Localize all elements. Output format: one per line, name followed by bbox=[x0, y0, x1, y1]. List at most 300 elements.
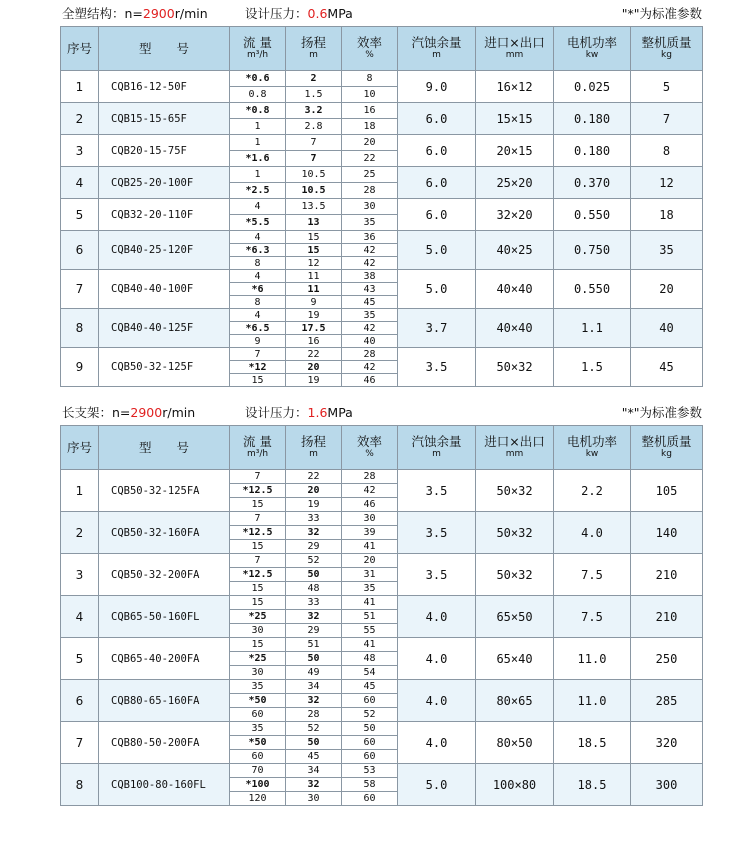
efficiency-value: 35 bbox=[342, 582, 398, 596]
efficiency-value: 16 bbox=[342, 103, 398, 119]
npsh-value: 9.0 bbox=[398, 71, 476, 103]
header-power-unit: kw bbox=[585, 50, 599, 60]
head-value: 19 bbox=[286, 309, 342, 322]
row-number: 4 bbox=[61, 167, 99, 199]
pressure-value: 1.6 bbox=[307, 405, 328, 420]
head-value: 32 bbox=[286, 610, 342, 624]
header-port bbox=[476, 426, 554, 470]
efficiency-value: 46 bbox=[342, 374, 398, 387]
model-name: CQB40-40-125F bbox=[99, 309, 230, 348]
row-number: 1 bbox=[61, 470, 99, 512]
row-number: 7 bbox=[61, 722, 99, 764]
head-value: 45 bbox=[286, 750, 342, 764]
efficiency-value: 36 bbox=[342, 231, 398, 244]
head-value: 19 bbox=[286, 498, 342, 512]
efficiency-value: 38 bbox=[342, 270, 398, 283]
npsh-value: 3.5 bbox=[398, 470, 476, 512]
table-row bbox=[61, 309, 703, 322]
table-row bbox=[61, 135, 703, 151]
port-size: 16×12 bbox=[476, 71, 554, 103]
motor-power: 11.0 bbox=[554, 638, 631, 680]
row-number: 2 bbox=[61, 103, 99, 135]
flow-value: 15 bbox=[230, 498, 286, 512]
header-head-label: 扬程 bbox=[300, 434, 326, 449]
flow-value: 15 bbox=[230, 582, 286, 596]
row-number: 3 bbox=[61, 554, 99, 596]
spec-table bbox=[60, 26, 703, 387]
port-size: 80×50 bbox=[476, 722, 554, 764]
head-value: 11 bbox=[286, 270, 342, 283]
header-head-unit: m bbox=[309, 449, 318, 459]
efficiency-value: 20 bbox=[342, 135, 398, 151]
unit-weight: 210 bbox=[631, 596, 703, 638]
head-value: 10.5 bbox=[286, 167, 342, 183]
head-value: 29 bbox=[286, 624, 342, 638]
efficiency-value: 41 bbox=[342, 638, 398, 652]
npsh-value: 3.5 bbox=[398, 348, 476, 387]
row-number: 1 bbox=[61, 71, 99, 103]
speed-value: 2900 bbox=[142, 6, 175, 21]
efficiency-value: 46 bbox=[342, 498, 398, 512]
unit-weight: 20 bbox=[631, 270, 703, 309]
table-row bbox=[61, 71, 703, 87]
npsh-value: 6.0 bbox=[398, 167, 476, 199]
flow-value: 35 bbox=[230, 680, 286, 694]
header-flow bbox=[230, 27, 286, 71]
header-power-unit: kw bbox=[585, 449, 599, 459]
head-value: 33 bbox=[286, 512, 342, 526]
unit-weight: 7 bbox=[631, 103, 703, 135]
port-size: 50×32 bbox=[476, 348, 554, 387]
port-size: 65×40 bbox=[476, 638, 554, 680]
flow-value: *6.5 bbox=[230, 322, 286, 335]
flow-value: *5.5 bbox=[230, 215, 286, 231]
header-power bbox=[554, 426, 631, 470]
efficiency-value: 43 bbox=[342, 283, 398, 296]
motor-power: 2.2 bbox=[554, 470, 631, 512]
npsh-value: 5.0 bbox=[398, 764, 476, 806]
model-name: CQB80-50-200FA bbox=[99, 722, 230, 764]
flow-value: *12.5 bbox=[230, 568, 286, 582]
efficiency-value: 22 bbox=[342, 151, 398, 167]
header-weight-label: 整机质量 bbox=[641, 434, 692, 449]
header-model bbox=[99, 27, 230, 71]
head-value: 13.5 bbox=[286, 199, 342, 215]
head-value: 33 bbox=[286, 596, 342, 610]
table-row bbox=[61, 199, 703, 215]
efficiency-value: 45 bbox=[342, 296, 398, 309]
motor-power: 0.180 bbox=[554, 135, 631, 167]
row-number: 4 bbox=[61, 596, 99, 638]
port-size: 100×80 bbox=[476, 764, 554, 806]
npsh-value: 3.7 bbox=[398, 309, 476, 348]
header-no-label: 序号 bbox=[66, 439, 92, 455]
model-name: CQB50-32-125FA bbox=[99, 470, 230, 512]
model-name: CQB15-15-65F bbox=[99, 103, 230, 135]
header-head-label: 扬程 bbox=[300, 35, 326, 50]
efficiency-value: 25 bbox=[342, 167, 398, 183]
flow-value: 70 bbox=[230, 764, 286, 778]
unit-weight: 8 bbox=[631, 135, 703, 167]
flow-value: 1 bbox=[230, 167, 286, 183]
pressure-unit: MPa bbox=[327, 6, 353, 21]
header-head-unit: m bbox=[309, 50, 318, 60]
head-value: 20 bbox=[286, 361, 342, 374]
header-port-label: 进口×出口 bbox=[484, 35, 545, 50]
section-full-plastic bbox=[0, 2, 750, 387]
efficiency-value: 58 bbox=[342, 778, 398, 792]
model-name: CQB32-20-110F bbox=[99, 199, 230, 231]
header-power bbox=[554, 27, 631, 71]
table-row bbox=[61, 596, 703, 610]
port-size: 40×25 bbox=[476, 231, 554, 270]
model-name: CQB50-32-160FA bbox=[99, 512, 230, 554]
flow-value: *6 bbox=[230, 283, 286, 296]
unit-weight: 250 bbox=[631, 638, 703, 680]
head-value: 30 bbox=[286, 792, 342, 806]
header-port-unit: mm bbox=[505, 50, 524, 60]
header-efficiency bbox=[342, 27, 398, 71]
efficiency-value: 20 bbox=[342, 554, 398, 568]
head-value: 16 bbox=[286, 335, 342, 348]
unit-weight: 105 bbox=[631, 470, 703, 512]
flow-value: 15 bbox=[230, 374, 286, 387]
unit-weight: 12 bbox=[631, 167, 703, 199]
standard-note: "*"为标准参数 bbox=[621, 405, 702, 420]
unit-weight: 300 bbox=[631, 764, 703, 806]
motor-power: 0.180 bbox=[554, 103, 631, 135]
table-row bbox=[61, 764, 703, 778]
head-value: 51 bbox=[286, 638, 342, 652]
table-row bbox=[61, 470, 703, 484]
head-value: 50 bbox=[286, 652, 342, 666]
head-value: 11 bbox=[286, 283, 342, 296]
header-npsh-label: 汽蚀余量 bbox=[411, 35, 462, 50]
header-flow bbox=[230, 426, 286, 470]
flow-value: 0.8 bbox=[230, 87, 286, 103]
unit-weight: 320 bbox=[631, 722, 703, 764]
flow-value: *0.8 bbox=[230, 103, 286, 119]
npsh-value: 6.0 bbox=[398, 199, 476, 231]
row-number: 5 bbox=[61, 638, 99, 680]
model-name: CQB25-20-100F bbox=[99, 167, 230, 199]
head-value: 10.5 bbox=[286, 183, 342, 199]
efficiency-value: 60 bbox=[342, 736, 398, 750]
flow-value: *25 bbox=[230, 610, 286, 624]
efficiency-value: 10 bbox=[342, 87, 398, 103]
pressure-value: 0.6 bbox=[307, 6, 328, 21]
flow-value: 35 bbox=[230, 722, 286, 736]
motor-power: 0.025 bbox=[554, 71, 631, 103]
structure-label: 全塑结构：n= bbox=[62, 6, 143, 21]
head-value: 50 bbox=[286, 568, 342, 582]
head-value: 52 bbox=[286, 722, 342, 736]
flow-value: 15 bbox=[230, 540, 286, 554]
flow-value: 8 bbox=[230, 257, 286, 270]
flow-value: 60 bbox=[230, 708, 286, 722]
model-name: CQB80-65-160FA bbox=[99, 680, 230, 722]
motor-power: 7.5 bbox=[554, 554, 631, 596]
head-value: 7 bbox=[286, 135, 342, 151]
flow-value: 120 bbox=[230, 792, 286, 806]
efficiency-value: 28 bbox=[342, 348, 398, 361]
row-number: 3 bbox=[61, 135, 99, 167]
unit-weight: 5 bbox=[631, 71, 703, 103]
header-model bbox=[99, 426, 230, 470]
efficiency-value: 48 bbox=[342, 652, 398, 666]
table-row bbox=[61, 554, 703, 568]
header-row bbox=[61, 426, 703, 470]
header-flow-unit: m³/h bbox=[246, 50, 269, 60]
header-flow-label: 流 量 bbox=[243, 434, 272, 449]
table-row bbox=[61, 722, 703, 736]
header-head bbox=[286, 426, 342, 470]
motor-power: 1.1 bbox=[554, 309, 631, 348]
speed-value: 2900 bbox=[130, 405, 163, 420]
efficiency-value: 28 bbox=[342, 470, 398, 484]
unit-weight: 35 bbox=[631, 231, 703, 270]
efficiency-value: 55 bbox=[342, 624, 398, 638]
flow-value: 7 bbox=[230, 554, 286, 568]
table-row bbox=[61, 638, 703, 652]
header-npsh-unit: m bbox=[432, 50, 441, 60]
model-name: CQB40-40-100F bbox=[99, 270, 230, 309]
model-name: CQB100-80-160FL bbox=[99, 764, 230, 806]
flow-value: 7 bbox=[230, 348, 286, 361]
port-size: 50×32 bbox=[476, 512, 554, 554]
flow-value: *100 bbox=[230, 778, 286, 792]
flow-value: 60 bbox=[230, 750, 286, 764]
flow-value: 1 bbox=[230, 119, 286, 135]
efficiency-value: 60 bbox=[342, 694, 398, 708]
npsh-value: 4.0 bbox=[398, 638, 476, 680]
flow-value: *12.5 bbox=[230, 484, 286, 498]
table-row bbox=[61, 167, 703, 183]
row-number: 9 bbox=[61, 348, 99, 387]
pressure-unit: MPa bbox=[327, 405, 353, 420]
efficiency-value: 30 bbox=[342, 512, 398, 526]
efficiency-value: 40 bbox=[342, 335, 398, 348]
head-value: 7 bbox=[286, 151, 342, 167]
standard-note: "*"为标准参数 bbox=[621, 6, 702, 21]
header-power-label: 电机功率 bbox=[566, 434, 617, 449]
port-size: 65×50 bbox=[476, 596, 554, 638]
header-efficiency bbox=[342, 426, 398, 470]
row-number: 8 bbox=[61, 764, 99, 806]
head-value: 32 bbox=[286, 526, 342, 540]
model-name: CQB50-32-125F bbox=[99, 348, 230, 387]
head-value: 32 bbox=[286, 694, 342, 708]
efficiency-value: 54 bbox=[342, 666, 398, 680]
npsh-value: 5.0 bbox=[398, 231, 476, 270]
unit-weight: 140 bbox=[631, 512, 703, 554]
head-value: 22 bbox=[286, 348, 342, 361]
header-port bbox=[476, 27, 554, 71]
table-row bbox=[61, 512, 703, 526]
unit-weight: 210 bbox=[631, 554, 703, 596]
row-number: 5 bbox=[61, 199, 99, 231]
head-value: 3.2 bbox=[286, 103, 342, 119]
efficiency-value: 41 bbox=[342, 596, 398, 610]
flow-value: *12.5 bbox=[230, 526, 286, 540]
spec-table bbox=[60, 425, 703, 806]
unit-weight: 285 bbox=[631, 680, 703, 722]
efficiency-value: 42 bbox=[342, 257, 398, 270]
header-npsh-unit: m bbox=[432, 449, 441, 459]
head-value: 1.5 bbox=[286, 87, 342, 103]
efficiency-value: 60 bbox=[342, 750, 398, 764]
efficiency-value: 53 bbox=[342, 764, 398, 778]
head-value: 9 bbox=[286, 296, 342, 309]
flow-value: 4 bbox=[230, 199, 286, 215]
model-name: CQB16-12-50F bbox=[99, 71, 230, 103]
section-caption bbox=[0, 401, 750, 425]
port-size: 25×20 bbox=[476, 167, 554, 199]
port-size: 32×20 bbox=[476, 199, 554, 231]
efficiency-value: 31 bbox=[342, 568, 398, 582]
flow-value: 15 bbox=[230, 596, 286, 610]
flow-value: 15 bbox=[230, 638, 286, 652]
header-weight bbox=[631, 27, 703, 71]
npsh-value: 4.0 bbox=[398, 680, 476, 722]
header-npsh bbox=[398, 27, 476, 71]
efficiency-value: 18 bbox=[342, 119, 398, 135]
flow-value: *50 bbox=[230, 694, 286, 708]
header-no-label: 序号 bbox=[66, 40, 92, 56]
flow-value: *12 bbox=[230, 361, 286, 374]
flow-value: *6.3 bbox=[230, 244, 286, 257]
head-value: 19 bbox=[286, 374, 342, 387]
head-value: 2.8 bbox=[286, 119, 342, 135]
pressure-label: 设计压力： bbox=[245, 405, 308, 420]
head-value: 48 bbox=[286, 582, 342, 596]
motor-power: 0.550 bbox=[554, 199, 631, 231]
row-number: 6 bbox=[61, 231, 99, 270]
flow-value: 4 bbox=[230, 309, 286, 322]
npsh-value: 3.5 bbox=[398, 512, 476, 554]
model-name: CQB20-15-75F bbox=[99, 135, 230, 167]
head-value: 50 bbox=[286, 736, 342, 750]
header-efficiency-unit: % bbox=[365, 449, 374, 459]
flow-value: 7 bbox=[230, 470, 286, 484]
header-row bbox=[61, 27, 703, 71]
motor-power: 4.0 bbox=[554, 512, 631, 554]
flow-value: *2.5 bbox=[230, 183, 286, 199]
port-size: 80×65 bbox=[476, 680, 554, 722]
header-model-label: 型 号 bbox=[138, 40, 189, 56]
row-number: 2 bbox=[61, 512, 99, 554]
unit-weight: 45 bbox=[631, 348, 703, 387]
efficiency-value: 30 bbox=[342, 199, 398, 215]
efficiency-value: 42 bbox=[342, 322, 398, 335]
section-long-bracket bbox=[0, 401, 750, 806]
head-value: 29 bbox=[286, 540, 342, 554]
row-number: 8 bbox=[61, 309, 99, 348]
model-name: CQB65-50-160FL bbox=[99, 596, 230, 638]
header-efficiency-label: 效率 bbox=[356, 35, 382, 50]
motor-power: 0.550 bbox=[554, 270, 631, 309]
motor-power: 18.5 bbox=[554, 722, 631, 764]
head-value: 20 bbox=[286, 484, 342, 498]
head-value: 22 bbox=[286, 470, 342, 484]
header-flow-unit: m³/h bbox=[246, 449, 269, 459]
efficiency-value: 60 bbox=[342, 792, 398, 806]
flow-value: 30 bbox=[230, 624, 286, 638]
speed-unit: r/min bbox=[174, 6, 208, 21]
head-value: 34 bbox=[286, 680, 342, 694]
model-name: CQB65-40-200FA bbox=[99, 638, 230, 680]
flow-value: *0.6 bbox=[230, 71, 286, 87]
head-value: 28 bbox=[286, 708, 342, 722]
unit-weight: 40 bbox=[631, 309, 703, 348]
model-name: CQB50-32-200FA bbox=[99, 554, 230, 596]
port-size: 20×15 bbox=[476, 135, 554, 167]
flow-value: *1.6 bbox=[230, 151, 286, 167]
row-number: 7 bbox=[61, 270, 99, 309]
flow-value: 4 bbox=[230, 270, 286, 283]
npsh-value: 4.0 bbox=[398, 596, 476, 638]
unit-weight: 18 bbox=[631, 199, 703, 231]
efficiency-value: 51 bbox=[342, 610, 398, 624]
table-row bbox=[61, 348, 703, 361]
head-value: 49 bbox=[286, 666, 342, 680]
head-value: 12 bbox=[286, 257, 342, 270]
efficiency-value: 39 bbox=[342, 526, 398, 540]
head-value: 34 bbox=[286, 764, 342, 778]
flow-value: 30 bbox=[230, 666, 286, 680]
table-row bbox=[61, 270, 703, 283]
header-model-label: 型 号 bbox=[138, 439, 189, 455]
flow-value: 8 bbox=[230, 296, 286, 309]
port-size: 15×15 bbox=[476, 103, 554, 135]
flow-value: 1 bbox=[230, 135, 286, 151]
port-size: 50×32 bbox=[476, 470, 554, 512]
header-npsh-label: 汽蚀余量 bbox=[411, 434, 462, 449]
header-port-unit: mm bbox=[505, 449, 524, 459]
section-caption bbox=[0, 2, 750, 26]
head-value: 2 bbox=[286, 71, 342, 87]
efficiency-value: 50 bbox=[342, 722, 398, 736]
header-weight-unit: kg bbox=[661, 449, 672, 459]
efficiency-value: 45 bbox=[342, 680, 398, 694]
table-row bbox=[61, 231, 703, 244]
model-name: CQB40-25-120F bbox=[99, 231, 230, 270]
pressure-label: 设计压力： bbox=[245, 6, 308, 21]
row-number: 6 bbox=[61, 680, 99, 722]
motor-power: 0.370 bbox=[554, 167, 631, 199]
head-value: 15 bbox=[286, 244, 342, 257]
flow-value: 4 bbox=[230, 231, 286, 244]
port-size: 50×32 bbox=[476, 554, 554, 596]
head-value: 15 bbox=[286, 231, 342, 244]
structure-label: 长支架：n= bbox=[62, 405, 131, 420]
efficiency-value: 52 bbox=[342, 708, 398, 722]
header-flow-label: 流 量 bbox=[243, 35, 272, 50]
npsh-value: 6.0 bbox=[398, 135, 476, 167]
efficiency-value: 8 bbox=[342, 71, 398, 87]
header-weight-unit: kg bbox=[661, 50, 672, 60]
npsh-value: 3.5 bbox=[398, 554, 476, 596]
efficiency-value: 35 bbox=[342, 309, 398, 322]
flow-value: *50 bbox=[230, 736, 286, 750]
efficiency-value: 28 bbox=[342, 183, 398, 199]
motor-power: 18.5 bbox=[554, 764, 631, 806]
header-no bbox=[61, 27, 99, 71]
speed-unit: r/min bbox=[162, 405, 196, 420]
motor-power: 7.5 bbox=[554, 596, 631, 638]
motor-power: 0.750 bbox=[554, 231, 631, 270]
port-size: 40×40 bbox=[476, 270, 554, 309]
